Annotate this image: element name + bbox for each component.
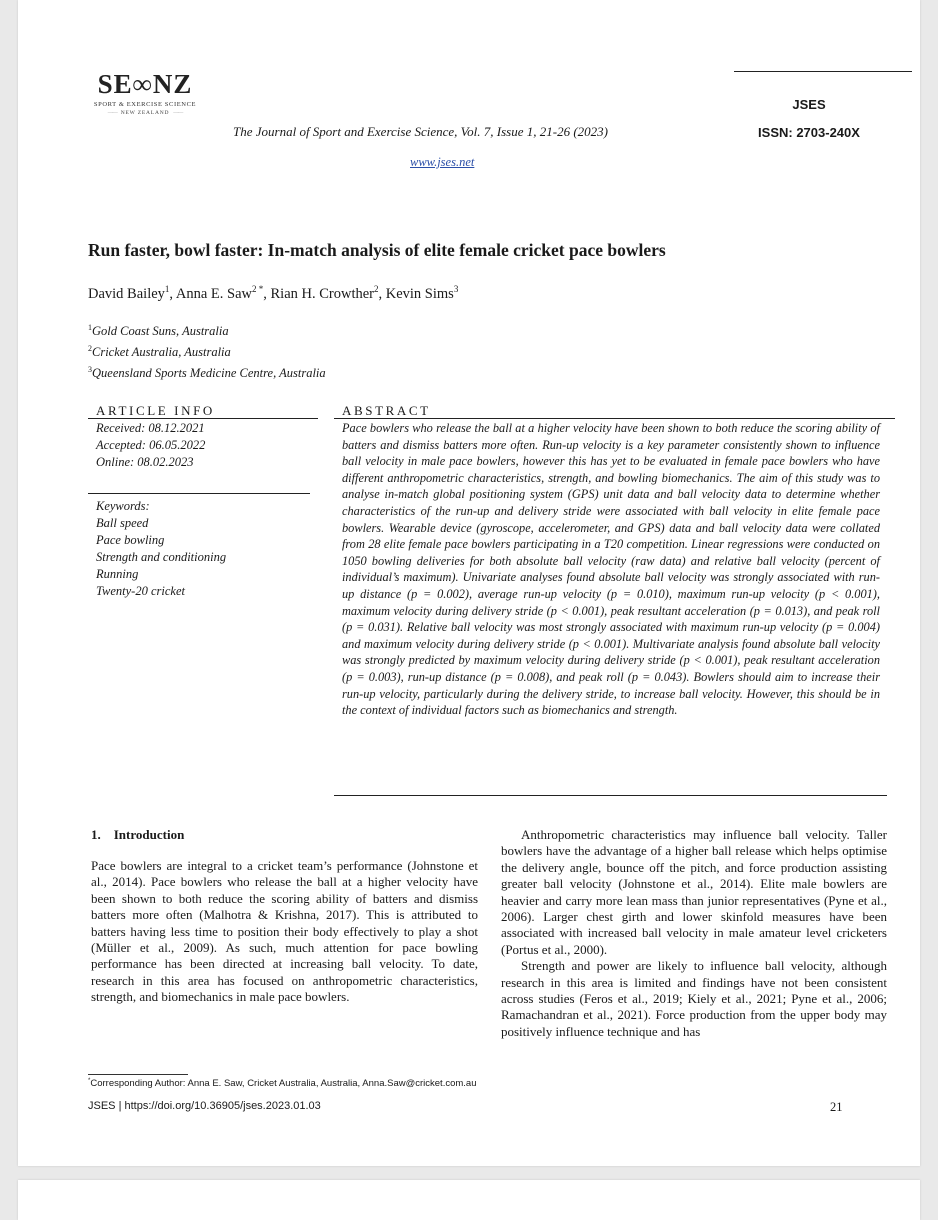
online-date: Online: 08.02.2023 [96,455,194,469]
left-column [91,858,478,1006]
affiliation-sup: 1 [88,323,92,332]
doi-line: JSES | https://doi.org/10.36905/jses.2023.01.03 [88,1100,321,1112]
paragraph: Pace bowlers are integral to a cricket team’s performance (Johnstone et al., 2014). Pace bowlers who release the ball at a higher velocity have been shown to both reduce the scoring ability of batters and dismiss batters more often (Malhotra & Krishna, 2017). This is attributed to batters having less time to position their body effectively to play a shot (Müller et al., 2009). As such, much attention for pace bowling performance has been directed at increasing ball velocity. To date, research in this area has focused on anthropometric characteristics, strength, and biomechanics in male pace bowlers. [91,858,478,1005]
corresponding-author-footnote [88,1078,477,1089]
footnote-text: Corresponding Author: Anna E. Saw, Cricket Australia, Australia, Anna.Saw@cricket.com.au [90,1078,477,1090]
right-column [501,827,887,1040]
footnote-rule [88,1074,188,1075]
received-date: Received: 08.12.2021 [96,421,205,435]
keyword: Ball speed [96,516,149,530]
author-sup: 1 [164,284,170,294]
abstract-text: Pace bowlers who release the ball at a higher velocity have been shown to both reduce the scoring ability of batters and dismiss batters more often. Run-up velocity is a key parameter consistently shown to influence ball velocity in male pace bowlers, however this has yet to be evaluated in female pace bowlers who have different anthropometric characteristics, strength, and bowling biomechanics. The aim of this study was to analyse in-match global positioning system (GPS) unit data and ball velocity data to determine whether characteristics of the run-up and delivery stride were associated with ball velocity in elite female pace bowlers. Wearable device (gyroscope, accelerometer, and GPS) data and ball velocity data were collated from 28 elite female pace bowlers participating in a T20 competition. Linear regressions were conducted on 1050 bowling deliveries for both absolute ball velocity (raw data) and relative ball velocity (percent of individual’s maximum). Univariate analyses found absolute ball velocity was strongly associated with run-up distance (p = 0.002), average run-up velocity (p = 0.010), maximum run-up velocity (p < 0.001), maximum velocity during delivery stride (p < 0.001), peak resultant acceleration (p = 0.013), and peak roll (p = 0.031). Relative ball velocity was most strongly associated with maximum run-up velocity (p = 0.004) and maximum velocity during delivery stride (p < 0.001). Multivariate analysis found absolute ball velocity was strongly predicted by maximum velocity during delivery stride (p < 0.001), peak resultant acceleration (p = 0.003), run-up distance (p = 0.008), and peak roll (p = 0.043). Bowlers should aim to increase their run-up velocity, particularly during the delivery stride, to increase ball velocity. However, this should be in the context of individual factors such as biomechanics and strength. [342,421,880,718]
issn [734,125,884,140]
affiliations [88,319,688,382]
footnote-mark: * [88,1078,91,1084]
logo-subtitle: SPORT & EXERCISE SCIENCE [93,101,197,108]
journal-abbrev: JSES [792,97,826,112]
journal-citation: The Journal of Sport and Exercise Science, Vol. 7, Issue 1, 21-26 (2023) [233,124,609,139]
logo-main-text: SE∞NZ [97,69,193,99]
affiliation [88,340,688,361]
issn-value: 2703-240X [796,125,860,140]
keyword: Running [96,567,139,581]
author-name: Rian H. Crowther [270,285,374,302]
issn-label: ISSN: [758,125,793,140]
affiliation-sup: 2 [88,344,92,354]
affiliation-sup: 3 [88,365,92,375]
affiliation [88,319,688,340]
keyword: Twenty-20 cricket [96,584,185,598]
section-heading: 1. Introduction [91,827,185,842]
affiliation-text: Queensland Sports Medicine Centre, Australia [92,366,326,381]
abstract-rule [334,795,887,796]
article-dates [96,420,310,471]
article-info-heading: ARTICLE INFO [88,403,318,419]
logo-subtitle-2: —— NEW ZEALAND —— [80,110,210,116]
author-name: Kevin Sims [385,285,454,302]
affiliation-text: Gold Coast Suns, Australia [92,324,229,339]
keywords-rule [88,493,310,494]
keyword: Pace bowling [96,533,165,547]
seonz-logo [80,70,210,116]
affiliation [88,361,688,382]
paragraph: Strength and power are likely to influence ball velocity, although research in this area is limited and findings have not been consistent across studies (Feros et al., 2019; Kiely et al., 2021; Pyne et al., 2006; Ramachandran et al., 2021). Force production from the upper body may positively influence technique and has [501,958,887,1039]
author-name: David Bailey [88,285,165,302]
author-sup: 2 [374,284,379,294]
affiliation-text: Cricket Australia, Australia [92,345,231,360]
page-number: 21 [830,1100,843,1114]
paper-page [18,0,920,1166]
paragraph: Anthropometric characteristics may influence ball velocity. Taller bowlers have the advantage of a higher ball release which helps optimise the delivery angle, bounce off the pitch, and force production assisting greater ball velocity (Johnstone et al., 2014). Elite male bowlers are heavier and carry more lean mass than junior representatives (Pyne et al., 2006). Larger chest girth and lower skinfold measures have been associated with increased ball velocity in male amateur level cricketers (Portus et al., 2000). [501,827,887,957]
next-page-edge [18,1180,920,1220]
article-title: Run faster, bowl faster: In-match analysis of elite female cricket pace bowlers [88,240,666,260]
author-list: David Bailey$^1$, Anna E. Saw$^{2 *}$, Rian H. Crowther$^2$, Kevin Sims$^3$ [88,284,459,302]
author-sup: 3 [453,284,459,294]
author-name: Anna E. Saw [175,285,252,302]
keywords-label: Keywords: [96,499,150,513]
accepted-date: Accepted: 06.05.2022 [96,438,206,452]
author-sup: 2 * [252,284,264,294]
header-rule [734,71,912,72]
keyword: Strength and conditioning [96,550,227,564]
keywords-block [96,498,310,600]
abstract-heading: ABSTRACT [334,403,895,419]
journal-url-link[interactable]: www.jses.net [410,155,475,169]
